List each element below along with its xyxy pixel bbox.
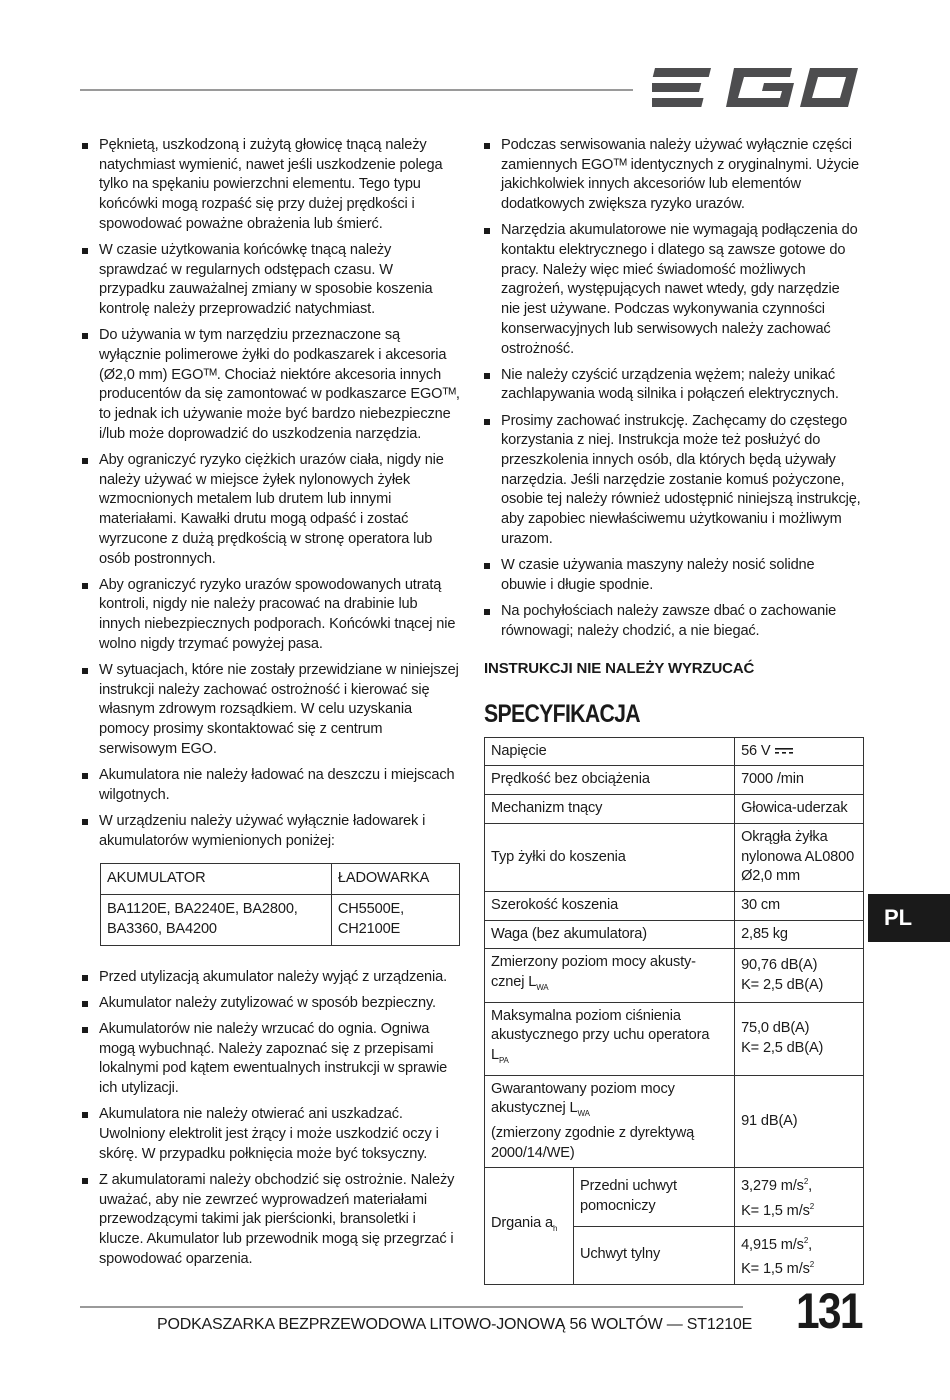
spec-value: 75,0 dB(A) K= 2,5 dB(A) xyxy=(735,1002,864,1075)
battery-models: BA1120E, BA2240E, BA2800, BA3360, BA4200 xyxy=(101,895,332,945)
list-item: Przed utylizacją akumulator należy wyjąć z urządzenia. xyxy=(82,968,462,988)
battery-header: AKUMULATOR xyxy=(101,864,332,895)
dc-symbol-icon xyxy=(775,748,793,754)
list-item: Akumulatorów nie należy wrzucać do ognia. Ogniwa mogą wybuchnąć. Należy zapoznać się z przepisami lokalnymi pod kątem ewentualnych instrukcji w sprawie ich utylizacji. xyxy=(82,1020,462,1099)
spec-value: 56 V xyxy=(735,737,864,766)
spec-label: Szerokość koszenia xyxy=(485,892,735,921)
spec-value: 4,915 $m/s^2$, K= 1,5 $m/s^2$ xyxy=(735,1226,864,1284)
battery-bullets xyxy=(82,968,462,1270)
spec-label: Napięcie xyxy=(485,737,735,766)
spec-sublabel: Uchwyt tylny xyxy=(574,1226,735,1284)
safety-bullets-right xyxy=(484,136,862,641)
spec-value: 91 dB(A) xyxy=(735,1075,864,1168)
ego-logo xyxy=(652,64,862,112)
list-item: W sytuacjach, które nie zostały przewidziane w niniejszej instrukcji należy zachować ostrożność i kierować się własnym zdrowym rozsądkiem. W celu uzyskania pomocy prosimy skontaktować się z centrum serwisowym EGO. xyxy=(82,661,462,760)
charger-models: CH5500E, CH2100E xyxy=(331,895,459,945)
language-tab: PL xyxy=(868,894,950,942)
list-item: Aby ograniczyć ryzyko ciężkich urazów ciała, nigdy nie należy używać w miejsce żyłek nylonowych żyłek wzmocnionych metalem lub drutem lub innymi materiałami. Kawałki drutu mogą odpaść i zostać wyrzucone z dużą prędkością w stronę operatora lub osób postronnych. xyxy=(82,451,462,569)
list-item: W czasie używania maszyny należy nosić solidne obuwie i długie spodnie. xyxy=(484,556,862,595)
list-item: Narzędzia akumulatorowe nie wymagają podłączenia do kontaktu elektrycznego i dlatego są zawsze gotowe do pracy. Należy więc mieć świadomość możliwych zagrożeń, występujących nawet wtedy, gdy narzędzie nie jest używane. Podczas wykonywania czynności konserwacyjnych lub serwisowych należy zachować ostrożność. xyxy=(484,221,862,359)
safety-bullets-left xyxy=(82,136,462,851)
spec-value: 30 cm xyxy=(735,892,864,921)
battery-charger-table xyxy=(100,863,460,945)
list-item: Do używania w tym narzędziu przeznaczone są wyłącznie polimerowe żyłki do podkaszarek i akcesoria (Ø2,0 mm) EGOᵀᴹ. Chociaż niektóre akcesoria innych producentów da się zamontować w podkaszarce EGOᵀᴹ, to jednak ich używanie może być bardzo niebezpieczne i/lub może doprowadzić do uszkodzenia narzędzia. xyxy=(82,326,462,444)
keep-instructions-heading: INSTRUKCJI NIE NALEŻY WYRZUCAĆ xyxy=(484,660,755,678)
spec-label: Gwarantowany poziom mocy akustycznej $L_{WA}$ (zmierzony zgodnie z dyrektywą 2000/14/WE) xyxy=(485,1075,735,1168)
spec-value: 7000 /min xyxy=(735,766,864,795)
spec-label: Waga (bez akumulatora) xyxy=(485,920,735,949)
spec-label: Mechanizm tnący xyxy=(485,795,735,824)
list-item: Akumulatora nie należy ładować na deszczu i miejscach wilgotnych. xyxy=(82,766,462,805)
spec-sublabel: Przedni uchwyt pomocniczy xyxy=(574,1168,735,1226)
list-item: Akumulatora nie należy otwierać ani uszkadzać. Uwolniony elektrolit jest żrący i może uszkodzić oczy i skórę. W przypadku połknięcia może być toksyczny. xyxy=(82,1105,462,1164)
footer-rule xyxy=(80,1306,743,1308)
left-column xyxy=(82,136,462,1276)
right-column xyxy=(484,136,862,1285)
spec-value: Głowica-uderzak xyxy=(735,795,864,824)
header-rule xyxy=(80,89,633,91)
list-item: Pęknietą, uszkodzoną i zużytą głowicę tnącą należy natychmiast wymienić, nawet jeśli uszkodzenie polega tylko na spękaniu powierzchni elementu. Tego typu końcówki mogą rozpaść się przy dużej prędkości i spowodować poważne obrażenia lub śmierć. xyxy=(82,136,462,235)
list-item: Na pochyłościach należy zawsze dbać o zachowanie równowagi; należy chodzić, a nie biegać. xyxy=(484,602,862,641)
page-number: 131 xyxy=(796,1283,862,1339)
list-item: Akumulator należy zutylizować w sposób bezpieczny. xyxy=(82,994,462,1014)
spec-label: Zmierzony poziom mocy akusty-cznej $L_{WA}$ xyxy=(485,949,735,1002)
spec-label: Typ żyłki do koszenia xyxy=(485,823,735,891)
spec-value: 90,76 dB(A) K= 2,5 dB(A) xyxy=(735,949,864,1002)
list-item: Podczas serwisowania należy używać wyłącznie części zamiennych EGOᵀᴹ identycznych z oryginalnymi. Użycie jakichkolwiek innych akcesoriów lub elementów dodatkowych zwiększa ryzyko urazów. xyxy=(484,136,862,215)
spec-label: Drgania $a_h$ xyxy=(485,1168,574,1284)
spec-value: 2,85 kg xyxy=(735,920,864,949)
list-item: Prosimy zachować instrukcję. Zachęcamy do częstego korzystania z niej. Instrukcja może też posłużyć do przeszkolenia innych osób, dla których będą używały narzędzia. Jeśli narzędzie zostanie komuś pożyczone, osobie tej należy również udostępnić niniejszą instrukcję, aby zapobiec niewłaściwemu użytkowaniu i możliwym urazom. xyxy=(484,412,862,550)
spec-label: Maksymalna poziom ciśnienia akustycznego przy uchu operatora $L_{PA}$ xyxy=(485,1002,735,1075)
charger-header: ŁADOWARKA xyxy=(331,864,459,895)
spec-table xyxy=(484,737,864,1285)
list-item: Aby ograniczyć ryzyko urazów spowodowanych utratą kontroli, nigdy nie należy pracować na drabinie lub innych niebezpiecznych podporach. Końcówki tnącej nie wolno nigdy trzymać powyżej pasa. xyxy=(82,576,462,655)
spec-label: Prędkość bez obciążenia xyxy=(485,766,735,795)
spec-title: SPECYFIKACJA xyxy=(484,700,640,729)
list-item: Z akumulatorami należy obchodzić się ostrożnie. Należy uważać, aby nie zewrzeć wyprowadzeń materiałami przewodzącymi takimi jak pierścionki, bransoletki i klucze. Akumulator lub przewodnik mogą się przegrzać i spowodować oparzenia. xyxy=(82,1171,462,1270)
list-item: W urządzeniu należy używać wyłącznie ładowarek i akumulatorów wymienionych poniżej: xyxy=(82,812,462,851)
spec-value: 3,279 $m/s^2$, K= 1,5 $m/s^2$ xyxy=(735,1168,864,1226)
list-item: W czasie użytkowania końcówkę tnącą należy sprawdzać w regularnych odstępach czasu. W przypadku zauważalnej zmiany w sposobie koszenia kontrolę należy przeprowadzić natychmiast. xyxy=(82,241,462,320)
list-item: Nie należy czyścić urządzenia wężem; należy unikać zachlapywania wodą silnika i połączeń elektrycznych. xyxy=(484,366,862,405)
footer-title: PODKASZARKA BEZPRZEWODOWA LITOWO-JONOWĄ 56 WOLTÓW — ST1210E xyxy=(157,1316,753,1333)
spec-value: Okrągła żyłka nylonowa AL0800 Ø2,0 mm xyxy=(735,823,864,891)
